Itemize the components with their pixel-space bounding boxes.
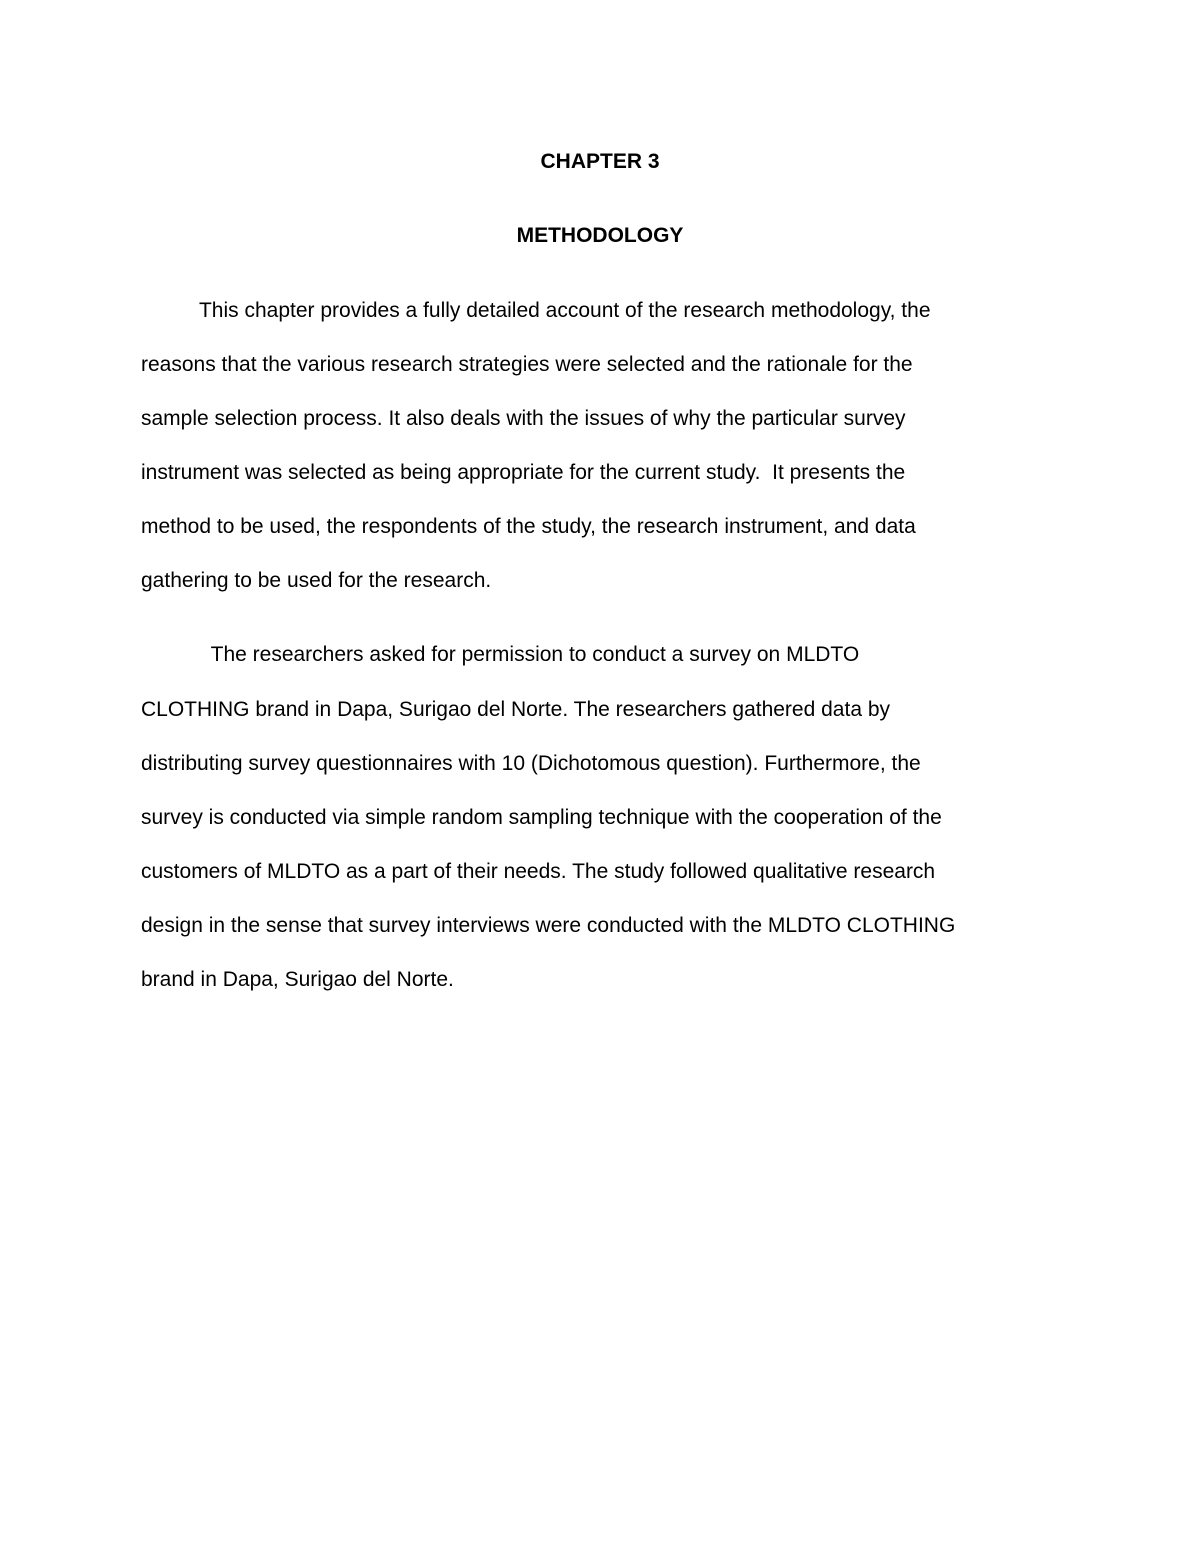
paragraph-line: This chapter provides a fully detailed account of the research methodology, the [141,299,931,322]
paragraph-line: method to be used, the respondents of the study, the research instrument, and data [141,515,916,538]
paragraph-line: customers of MLDTO as a part of their needs. The study followed qualitative research [141,860,936,883]
paragraph-line: design in the sense that survey interviews were conducted with the MLDTO CLOTHING [141,914,956,937]
paragraph-line: CLOTHING brand in Dapa, Surigao del Norte. The researchers gathered data by [141,698,891,721]
paragraph-line: The researchers asked for permission to conduct a survey on MLDTO [141,643,860,666]
paragraph-line: distributing survey questionnaires with 10 (Dichotomous question). Furthermore, the [141,752,921,775]
paragraph-line: reasons that the various research strategies were selected and the rationale for the [141,353,913,376]
section-title: METHODOLOGY [516,224,684,247]
paragraph-line: gathering to be used for the research. [141,569,492,592]
paragraph-line: brand in Dapa, Surigao del Norte. [141,968,454,991]
chapter-title: CHAPTER 3 [540,150,660,173]
paragraph-line: instrument was selected as being appropriate for the current study. It presents the [141,461,906,484]
paragraph-line: survey is conducted via simple random sampling technique with the cooperation of the [141,806,942,829]
paragraph-line: sample selection process. It also deals with the issues of why the particular survey [141,407,906,430]
